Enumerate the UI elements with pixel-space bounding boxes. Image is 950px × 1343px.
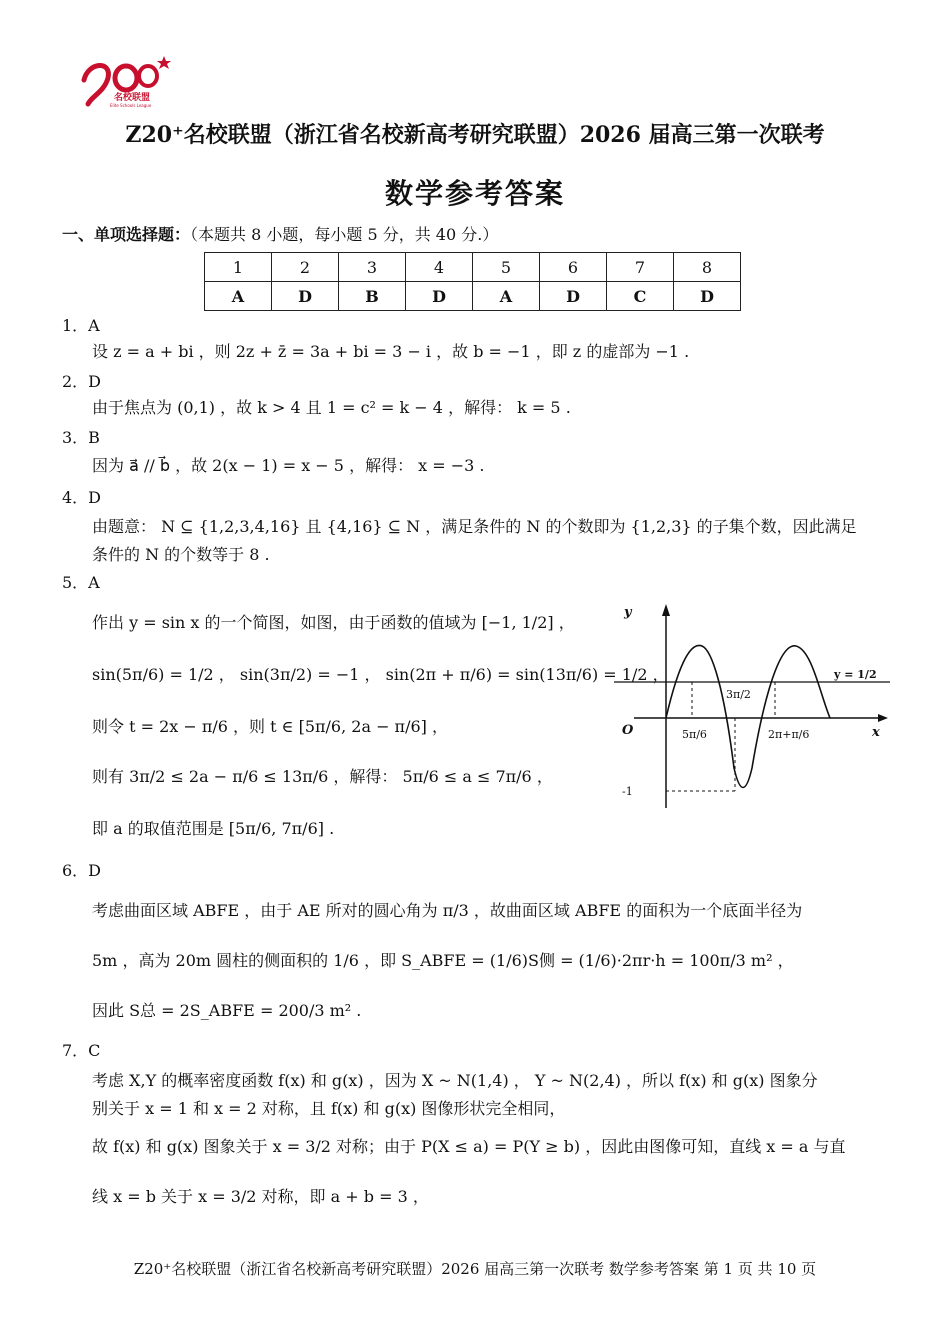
table-cell: B [339, 282, 406, 311]
section-heading-note: （本题共 8 小题，每小题 5 分，共 40 分.） [190, 225, 499, 244]
table-cell: A [473, 282, 540, 311]
question-5-number: 5．A [62, 573, 100, 592]
question-6-line: 因此 S总 = 2S_ABFE = 200/3 m² . [92, 1001, 362, 1020]
question-3-line: 因为 a⃗ // b⃗ ，故 2(x − 1) = x − 5 ，解得： x = −3 . [92, 456, 485, 475]
section-heading [62, 222, 498, 245]
question-4-number: 4．D [62, 488, 102, 507]
question-7-line: 别关于 x = 1 和 x = 2 对称，且 f(x) 和 g(x) 图像形状完全相同， [92, 1099, 566, 1118]
graph-x-label: x [872, 725, 880, 740]
question-7-line: 线 x = b 关于 x = 3/2 对称，即 a + b = 3 ， [92, 1187, 429, 1206]
table-cell: 6 [540, 253, 607, 282]
question-4-line: 由题意： N ⊆ {1,2,3,4,16} 且 {4,16} ⊆ N ，满足条件的 N 的个数即为 {1,2,3} 的子集个数，因此满足 [92, 517, 857, 536]
table-cell: D [540, 282, 607, 311]
league-logo [78, 52, 174, 108]
table-cell: 2 [272, 253, 339, 282]
question-5-line: sin(5π/6) = 1/2 ， sin(3π/2) = −1 ， sin(2π + π/6) = sin(13π/6) = 1/2 ， [92, 665, 669, 684]
question-3-number: 3．B [62, 428, 100, 447]
page-title: Z20⁺名校联盟（浙江省名校新高考研究联盟）2026 届高三第一次联考 [125, 122, 825, 148]
question-5-line: 则令 t = 2x − π/6 ，则 t ∈ [5π/6, 2a − π/6] ， [92, 717, 448, 736]
answer-table-number-row [205, 253, 741, 282]
table-cell: 8 [674, 253, 741, 282]
sine-graph [608, 598, 900, 812]
question-4-line: 条件的 N 的个数等于 8 . [92, 545, 270, 564]
table-cell: A [205, 282, 272, 311]
graph-label-3pi2: 3π/2 [726, 688, 751, 701]
table-cell: 5 [473, 253, 540, 282]
question-5-line: 作出 y = sin x 的一个简图，如图，由于函数的值域为 [−1, 1/2] ， [92, 613, 575, 632]
page-subtitle: 数学参考答案 [384, 177, 565, 210]
graph-label-neg1: -1 [622, 785, 633, 798]
question-1-number: 1．A [62, 316, 100, 335]
graph-y-label: y [624, 605, 632, 620]
section-heading-label: 一、单项选择题： [62, 225, 191, 244]
graph-label-5pi6: 5π/6 [682, 728, 707, 741]
question-7-line: 故 f(x) 和 g(x) 图象关于 x = 3/2 对称；由于 P(X ≤ a) = P(Y ≥ b) ，因此由图像可知，直线 x = a 与直 [92, 1137, 846, 1156]
question-1-line: 设 z = a + bi ，则 2z + z̄ = 3a + bi = 3 − i ，故 b = −1 ，即 z 的虚部为 −1 . [92, 342, 690, 361]
question-7-number: 7．C [62, 1041, 101, 1060]
table-cell: D [674, 282, 741, 311]
table-cell: 7 [607, 253, 674, 282]
table-cell: D [406, 282, 473, 311]
table-cell: 1 [205, 253, 272, 282]
answer-table-answer-row [205, 282, 741, 311]
table-cell: 4 [406, 253, 473, 282]
question-5-line: 则有 3π/2 ≤ 2a − π/6 ≤ 13π/6 ，解得： 5π/6 ≤ a ≤ 7π/6 ， [92, 767, 553, 786]
answer-table [204, 252, 741, 311]
graph-origin-label: O [622, 723, 634, 738]
table-cell: C [607, 282, 674, 311]
table-cell: 3 [339, 253, 406, 282]
graph-line-label: y = 1/2 [834, 668, 877, 681]
question-6-number: 6．D [62, 861, 102, 880]
graph-label-2pi-pi6: 2π+π/6 [768, 728, 810, 741]
question-5-line: 即 a 的取值范围是 [5π/6, 7π/6] . [92, 819, 335, 838]
question-2-number: 2．D [62, 372, 102, 391]
question-2-line: 由于焦点为 (0,1) ，故 k > 4 且 1 = c² = k − 4 ，解得： k = 5 . [92, 398, 571, 417]
question-6-line: 考虑曲面区域 ABFE ，由于 AE 所对的圆心角为 π/3 ，故曲面区域 ABFE 的面积为一个底面半径为 [92, 901, 803, 920]
svg-text:Elite Schools League: Elite Schools League [110, 103, 152, 108]
page-footer: Z20⁺名校联盟（浙江省名校新高考研究联盟）2026 届高三第一次联考 数学参考答案 第 1 页 共 10 页 [133, 1260, 817, 1278]
question-6-line: 5m ，高为 20m 圆柱的侧面积的 1/6 ，即 S_ABFE = (1/6)S侧 = (1/6)·2πr·h = 100π/3 m² ， [92, 951, 794, 970]
svg-text:名校联盟: 名校联盟 [114, 93, 151, 103]
table-cell: D [272, 282, 339, 311]
question-7-line: 考虑 X,Y 的概率密度函数 f(x) 和 g(x) ，因为 X ~ N(1,4) ， Y ~ N(2,4) ，所以 f(x) 和 g(x) 图象分 [92, 1071, 818, 1090]
